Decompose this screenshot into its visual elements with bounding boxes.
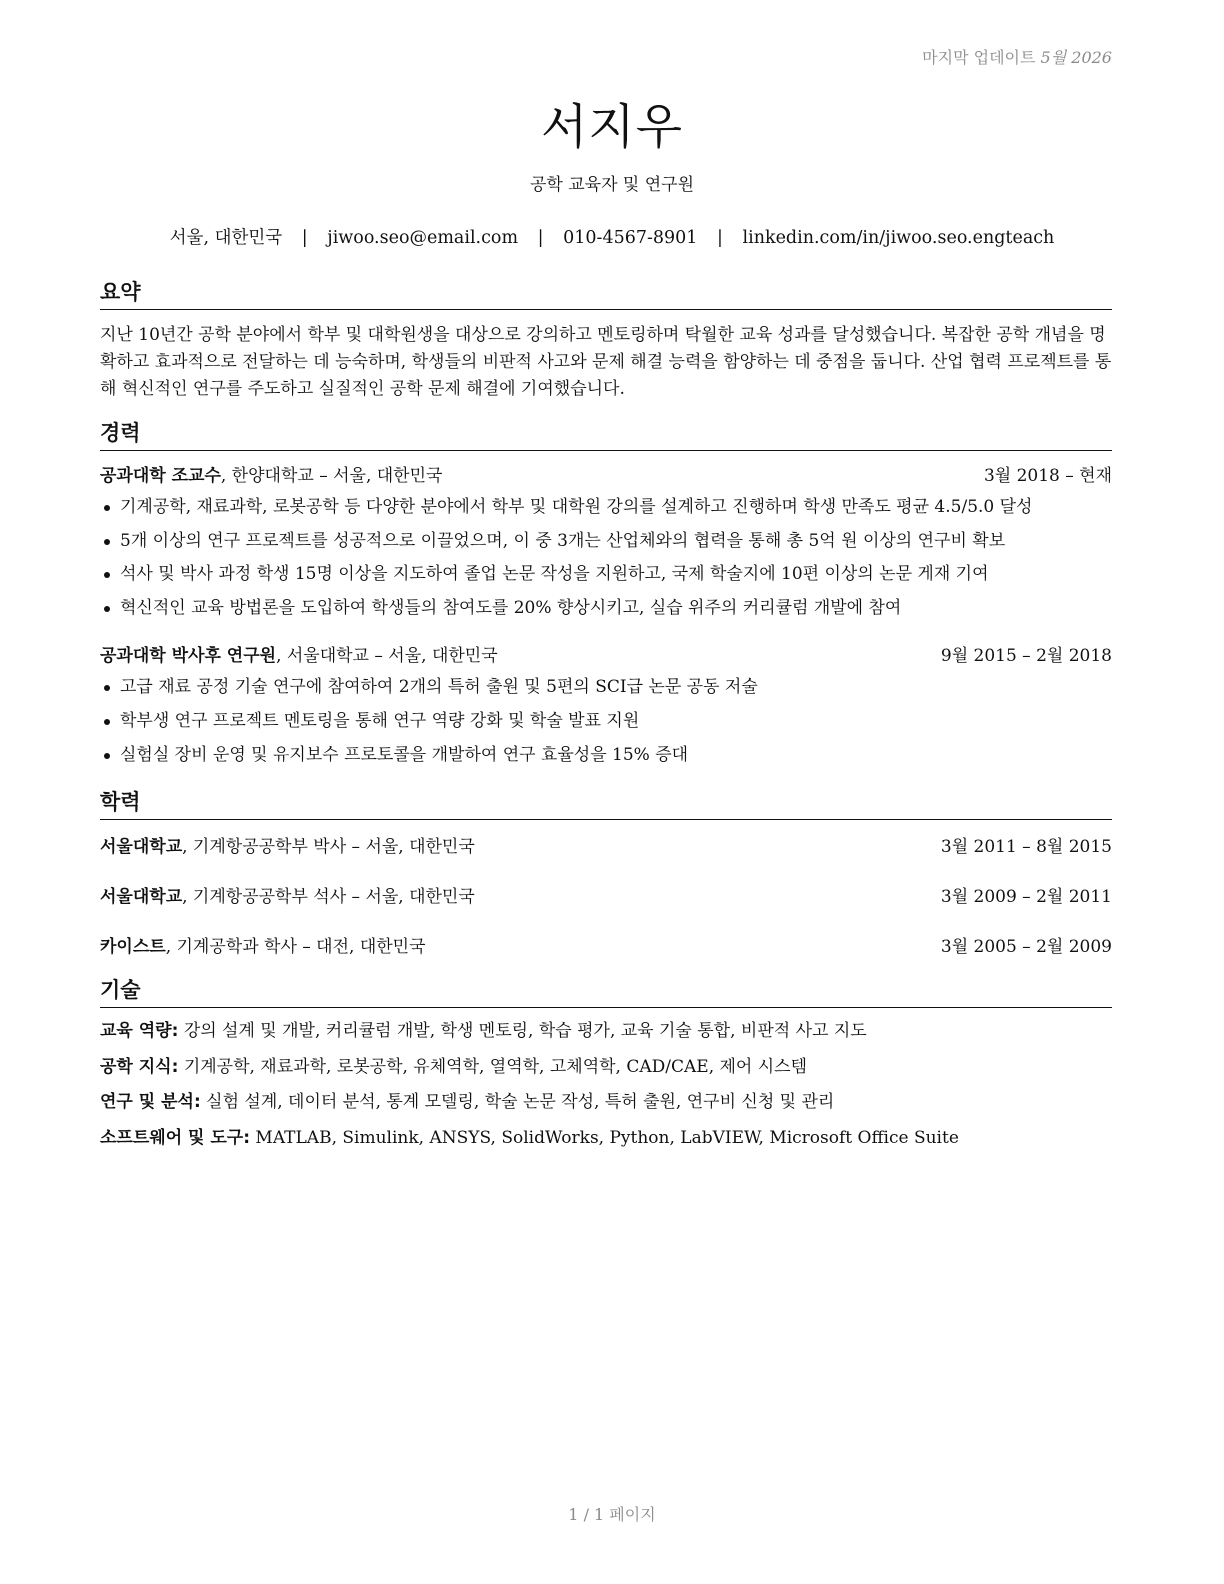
education-detail: , 기계항공공학부 박사 – 서울, 대한민국 — [182, 837, 475, 858]
last-updated — [922, 45, 1112, 68]
job-bullet: 고급 재료 공정 기술 연구에 참여하여 2개의 특허 출원 및 5편의 SCI급 논문 공동 저술 — [100, 671, 1112, 705]
experience-heading: 경력 — [100, 417, 1112, 451]
job-entry — [100, 463, 1112, 625]
education-line — [100, 922, 426, 972]
job-bullet: 석사 및 박사 과정 학생 15명 이상을 지도하여 졸업 논문 작성을 지원하고, 국제 학술지에 10편 이상의 논문 게재 기여 — [100, 558, 1112, 592]
last-updated-label: 마지막 업데이트 — [922, 48, 1036, 67]
skill-line — [100, 1050, 1112, 1086]
skills-section — [100, 974, 1112, 1156]
education-dates: 3월 2011 – 8월 2015 — [940, 837, 1112, 858]
skill-label: 소프트웨어 및 도구: — [100, 1127, 251, 1148]
summary-heading: 요약 — [100, 276, 1112, 310]
education-dates: 3월 2009 – 2월 2011 — [940, 887, 1112, 908]
job-place: , 서울대학교 – 서울, 대한민국 — [276, 646, 498, 667]
job-role: 공과대학 조교수 — [100, 466, 221, 486]
skill-label: 공학 지식: — [100, 1056, 179, 1077]
skills-heading: 기술 — [100, 974, 1112, 1008]
education-section — [100, 786, 1112, 972]
skill-label: 연구 및 분석: — [100, 1092, 201, 1113]
contact-linkedin[interactable]: linkedin.com/in/jiwoo.seo.engteach — [742, 228, 1055, 248]
job-title-line — [100, 463, 442, 489]
education-school: 서울대학교 — [100, 887, 183, 908]
education-school: 서울대학교 — [100, 837, 183, 858]
page-number: 1 / 1 페이지 — [568, 1505, 656, 1524]
job-bullet: 학부생 연구 프로젝트 멘토링을 통해 연구 역량 강화 및 학술 발표 지원 — [100, 705, 1112, 739]
education-dates: 3월 2005 – 2월 2009 — [940, 937, 1112, 958]
education-entry — [100, 922, 1112, 972]
skill-value: 기계공학, 재료과학, 로봇공학, 유체역학, 열역학, 고체역학, CAD/CAE, 제어 시스템 — [183, 1056, 808, 1077]
person-title: 공학 교육자 및 연구원 — [529, 175, 694, 195]
education-line — [100, 822, 475, 872]
contact-phone[interactable]: 010-4567-8901 — [563, 228, 698, 248]
job-bullets — [100, 671, 1112, 772]
education-entry — [100, 822, 1112, 872]
job-bullets — [100, 491, 1112, 625]
skill-line — [100, 1121, 1112, 1157]
education-line — [100, 872, 475, 922]
person-name: 서지우 — [540, 99, 684, 155]
experience-section — [100, 417, 1112, 772]
education-heading: 학력 — [100, 786, 1112, 820]
job-bullet: 기계공학, 재료과학, 로봇공학 등 다양한 분야에서 학부 및 대학원 강의를 설계하고 진행하며 학생 만족도 평균 4.5/5.0 달성 — [100, 491, 1112, 525]
job-entry — [100, 643, 1112, 772]
job-dates: 3월 2018 – 현재 — [983, 466, 1112, 486]
job-header — [100, 643, 1112, 669]
job-bullet: 혁신적인 교육 방법론을 도입하여 학생들의 참여도를 20% 향상시키고, 실습 위주의 커리큘럼 개발에 참여 — [100, 592, 1112, 626]
skill-label: 교육 역량: — [100, 1021, 179, 1042]
resume-body — [100, 276, 1112, 1156]
job-bullet: 실험실 장비 운영 및 유지보수 프로토콜을 개발하여 연구 효율성을 15% 증대 — [100, 739, 1112, 773]
job-dates: 9월 2015 – 2월 2018 — [940, 646, 1112, 667]
job-place: , 한양대학교 – 서울, 대한민국 — [220, 466, 443, 486]
job-bullet: 5개 이상의 연구 프로젝트를 성공적으로 이끌었으며, 이 중 3개는 산업체와의 협력을 통해 총 5억 원 이상의 연구비 확보 — [100, 525, 1112, 559]
contact-line — [0, 224, 1224, 249]
skill-value: MATLAB, Simulink, ANSYS, SolidWorks, Python, LabVIEW, Microsoft Office Suite — [255, 1127, 959, 1148]
job-header — [100, 463, 1112, 489]
contact-location: 서울, 대한민국 — [169, 228, 283, 248]
last-updated-date: 5월 2026 — [1040, 48, 1112, 67]
summary-section — [100, 276, 1112, 403]
summary-text: 지난 10년간 공학 분야에서 학부 및 대학원생을 대상으로 강의하고 멘토링하며 탁월한 교육 성과를 달성했습니다. 복잡한 공학 개념을 명확하고 효과적으로 전달하는 데 능숙하며, 학생들의 비판적 사고와 문제 해결 능력을 함양하는 데 중점을 둡니다. 산업 협력 프로젝트를 통해 혁신적인 연구를 주도하고 실질적인 공학 문제 해결에 기여했습니다. — [100, 325, 1112, 399]
job-role: 공과대학 박사후 연구원 — [100, 646, 277, 667]
education-entry — [100, 872, 1112, 922]
contact-separator: | — [537, 228, 544, 248]
contact-separator: | — [717, 228, 723, 248]
education-detail: , 기계공학과 학사 – 대전, 대한민국 — [165, 937, 426, 958]
education-detail: , 기계항공공학부 석사 – 서울, 대한민국 — [182, 887, 475, 908]
skill-value: 실험 설계, 데이터 분석, 통계 모델링, 학술 논문 작성, 특허 출원, 연구비 신청 및 관리 — [206, 1092, 835, 1113]
skill-value: 강의 설계 및 개발, 커리큘럼 개발, 학생 멘토링, 학습 평가, 교육 기술 통합, 비판적 사고 지도 — [183, 1021, 867, 1042]
contact-separator: | — [301, 228, 308, 248]
skill-line — [100, 1085, 1112, 1121]
contact-email[interactable]: jiwoo.seo@email.com — [327, 228, 519, 248]
skill-line — [100, 1014, 1112, 1050]
job-title-line — [100, 643, 498, 669]
education-school: 카이스트 — [100, 937, 166, 958]
